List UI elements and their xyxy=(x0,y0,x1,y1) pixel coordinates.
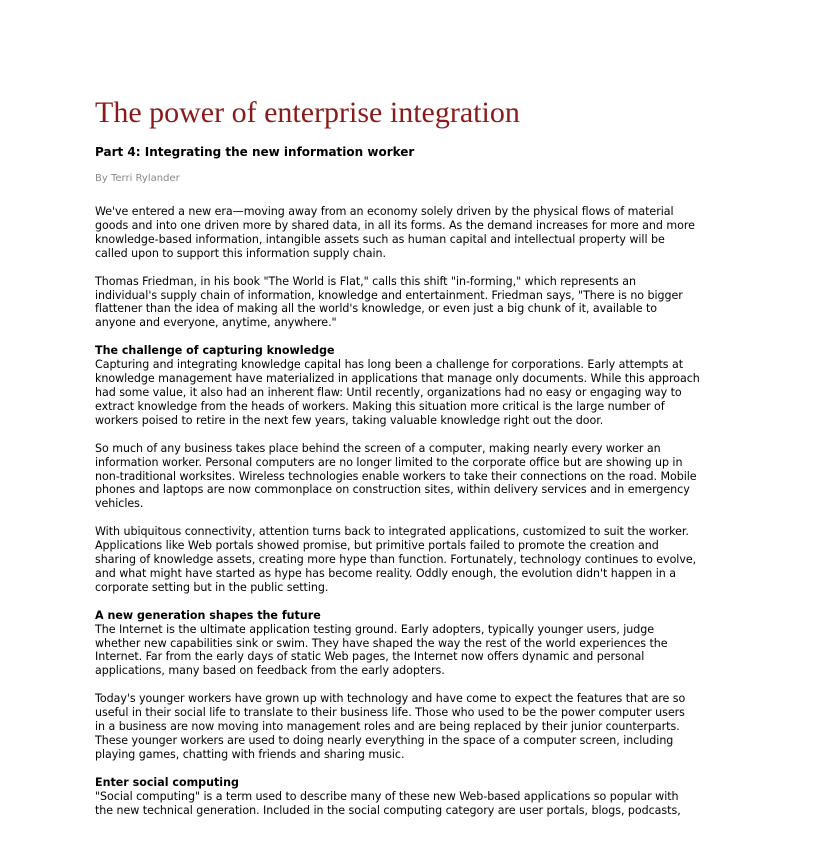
intro xyxy=(95,205,725,330)
text-line: useful in their social life to translate to their business life. Those who used to be the power computer users xyxy=(95,706,685,720)
text-line: knowledge management have materialized in applications that manage only documents. While this approach xyxy=(95,372,700,386)
text-line: So much of any business takes place behind the screen of a computer, making nearly every worker an xyxy=(95,441,661,455)
text-line: information worker. Personal computers are no longer limited to the corporate office but are showing up in xyxy=(95,455,683,469)
text-line: Thomas Friedman, in his book "The World is Flat," calls this shift "in-forming," which represents an xyxy=(95,274,636,288)
text-line: non-traditional worksites. Wireless technologies enable workers to take their connections on the road. Mobile xyxy=(95,469,697,483)
section-heading: Enter social computing xyxy=(95,775,239,789)
section-heading: A new generation shapes the future xyxy=(95,608,321,622)
text-line: applications, many based on feedback from the early adopters. xyxy=(95,664,445,678)
text-line: Capturing and integrating knowledge capital has long been a challenge for corporations. Early attempts at xyxy=(95,358,684,372)
document-page xyxy=(95,96,725,818)
paragraph xyxy=(95,205,725,261)
text-line: the new technical generation. Included in the social computing category are user portals, blogs, podcasts, xyxy=(95,803,681,817)
paragraph xyxy=(95,623,725,679)
text-line: knowledge-based information, intangible assets such as human capital and intellectual property will be xyxy=(95,232,665,246)
text-line: These younger workers are used to doing nearly everything in the space of a computer screen, including xyxy=(95,734,674,747)
text-line: had some value, it also had an inherent flaw: Until recently, organizations had no easy or engaging way to xyxy=(95,385,682,399)
text-line: We've entered a new era—moving away from an economy solely driven by the physical flows of material xyxy=(95,205,674,218)
text-line: sharing of knowledge assets, creating more hype than function. Fortunately, technology continues to evolve, xyxy=(95,553,697,567)
text-line: phones and laptops are now commonplace on construction sites, within delivery services and in emergency xyxy=(95,483,690,497)
article-subtitle: Part 4: Integrating the new information worker xyxy=(95,145,415,159)
text-line: Internet. Far from the early days of static Web pages, the Internet now offers dynamic and personal xyxy=(95,650,645,664)
text-line: anyone and everyone, anytime, anywhere." xyxy=(95,316,337,330)
article-title: The power of enterprise integration xyxy=(95,96,520,129)
paragraph xyxy=(95,442,725,512)
text-line: flattener than the idea of making all the world's knowledge, or even just a big chunk of it, available to xyxy=(95,302,658,316)
paragraph xyxy=(95,275,725,331)
article-byline: By Terri Rylander xyxy=(95,173,180,184)
text-line: in a business are now moving into management roles and are being replaced by their junior counterparts. xyxy=(95,720,680,734)
text-line: extract knowledge from the heads of workers. Making this situation more critical is the large number of xyxy=(95,399,665,413)
text-line: With ubiquitous connectivity, attention turns back to integrated applications, customized to suit the worker. xyxy=(95,525,689,539)
text-line: Applications like Web portals showed promise, but primitive portals failed to promote the creation and xyxy=(95,539,659,553)
article-sections xyxy=(95,344,725,817)
paragraph xyxy=(95,790,725,818)
text-line: workers poised to retire in the next few years, taking valuable knowledge right out the door. xyxy=(95,413,604,427)
text-line: corporate setting but in the public setting. xyxy=(95,580,329,594)
text-line: The Internet is the ultimate application testing ground. Early adopters, typically younger users, judge xyxy=(95,622,654,636)
text-line: "Social computing" is a term used to describe many of these new Web-based applications so popular with xyxy=(95,789,679,803)
text-line: playing games, chatting with friends and sharing music. xyxy=(95,747,405,761)
text-line: vehicles. xyxy=(95,497,144,511)
text-line: and what might have started as hype has become reality. Oddly enough, the evolution didn't happen in a xyxy=(95,566,676,580)
text-line: Today's younger workers have grown up with technology and have come to expect the features that are so xyxy=(95,692,686,706)
text-line: whether new capabilities sink or swim. They have shaped the way the rest of the world experiences the xyxy=(95,636,668,650)
text-line: individual's supply chain of information, knowledge and entertainment. Friedman says, "There is no bigger xyxy=(95,288,683,302)
text-line: goods and into one driven more by shared data, in all its forms. As the demand increases for more and more xyxy=(95,218,695,232)
paragraph xyxy=(95,525,725,595)
section-heading: The challenge of capturing knowledge xyxy=(95,344,335,358)
paragraph xyxy=(95,692,725,762)
paragraph xyxy=(95,358,725,428)
text-line: called upon to support this information supply chain. xyxy=(95,246,386,260)
